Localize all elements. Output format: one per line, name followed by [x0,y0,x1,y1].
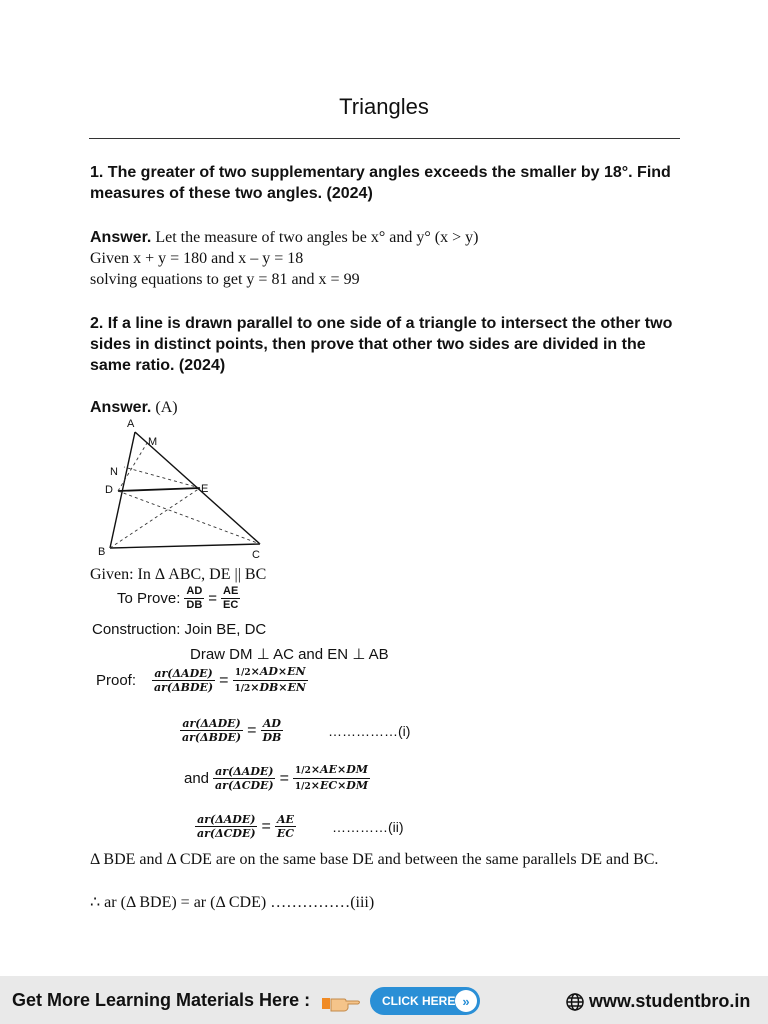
footer-text: Get More Learning Materials Here : [12,990,311,1010]
eq4-lhs: $\frac{\text{ar(ΔADE)}}{\text{ar(ΔCDE)}}$ [197,813,256,840]
click-here-button[interactable] [370,987,480,1015]
eq2-tag: ……………(i) [328,723,411,739]
given-line: Given: In Δ ABC, DE || BC [90,566,267,583]
q1-answer-line2: Given x + y = 180 and x – y = 18 [90,250,304,267]
and-label: and [184,770,210,787]
proof-eq3: and $\frac{\text{ar(ΔADE)}}{\text{ar(ΔCDE)}}$ = $\frac{1/2\times AE\times DM}{1/2\times EC\times DM}$ [184,763,369,792]
q2-answer-suffix: (A) [151,399,178,416]
answer-label: Answer. [90,229,152,246]
question-2: 2. If a line is drawn parallel to one side of a triangle to intersect the other two sides in distinct points, then prove that other two sides are divided in the same ratio. (2024) [90,315,673,374]
proof-eq4: $\frac{\text{ar(ΔADE)}}{\text{ar(ΔCDE)}}$ = $\frac{AE}{EC}$ [197,813,295,840]
eq1-rhs: $\frac{1/2\times AD\times EN}{1/2\times DB\times EN}$ [234,665,306,694]
proof-eq1: Proof: $\frac{\text{ar(ΔADE)}}{\text{ar(ΔBDE)}}$ = $\frac{1/2\times AD\times EN}{1/2\times DB\times EN}$ [96,665,306,694]
to-prove-label: To Prove: [117,590,181,607]
segment-be [110,488,200,548]
answer-label: Answer. [90,399,152,416]
proof-para1: Δ BDE and Δ CDE are on the same base DE and between the same parallels DE and BC. [90,851,659,868]
globe-icon [565,992,585,1012]
eq3-rhs: $\frac{1/2\times AE\times DM}{1/2\times EC\times DM}$ [294,763,369,792]
title-divider [89,138,680,139]
eq1-lhs: $\frac{\text{ar(ΔADE)}}{\text{ar(ΔBDE)}}$ [154,667,214,694]
segment-en [124,467,200,488]
label-d: D [105,484,113,496]
label-a: A [127,418,135,430]
segment-dc [118,491,260,544]
eq4-tag: …………(ii) [332,819,404,835]
eq3-lhs: $\frac{\text{ar(ΔADE)}}{\text{ar(ΔCDE)}}$ [215,765,274,792]
construction-line: Construction: Join BE, DC [92,621,267,638]
triangle-figure [90,414,280,564]
site-link[interactable] [565,991,750,1012]
q1-answer-line3: solving equations to get y = 81 and x = 99 [90,271,360,288]
side-bc [110,544,260,548]
page-title: Triangles [339,94,429,119]
q1-answer-line1 [90,227,690,248]
eq4-rhs: $\frac{AE}{EC}$ [276,813,295,840]
pointing-hand-icon [322,990,362,1014]
label-b: B [98,546,106,558]
label-m: M [148,436,158,448]
label-n: N [110,466,118,478]
draw-line: Draw DM ⊥ AC and EN ⊥ AB [190,646,389,663]
label-c: C [252,549,260,561]
proof-label: Proof: [96,672,137,689]
to-prove-line: To Prove: $\frac{AD}{DB}$ = $\frac{AE}{EC}$ [117,585,239,611]
fraction-ae-ec: $\frac{AE}{EC}$ [223,585,239,611]
click-here-label: CLICK HERE [382,994,456,1008]
segment-de [118,488,200,491]
eq2-rhs: $\frac{AD}{DB}$ [262,717,282,744]
question-1: 1. The greater of two supplementary angles exceeds the smaller by 18°. Find measures of these two angles. (2024) [90,164,671,202]
q1-answer-text: Let the measure of two angles be x° and y° (x > y) [151,229,479,246]
proof-para2: ∴ ar (Δ BDE) = ar (Δ CDE) ……………(iii) [90,894,375,911]
label-e: E [201,483,209,495]
site-url: www.studentbro.in [589,991,751,1011]
segment-dm [118,443,147,491]
double-chevron-icon: » [455,990,477,1012]
fraction-ad-db: $\frac{AD}{DB}$ [186,585,203,611]
eq2-lhs: $\frac{\text{ar(ΔADE)}}{\text{ar(ΔBDE)}}$ [182,717,242,744]
proof-eq2: $\frac{\text{ar(ΔADE)}}{\text{ar(ΔBDE)}}$ = $\frac{AD}{DB}$ [182,717,282,744]
